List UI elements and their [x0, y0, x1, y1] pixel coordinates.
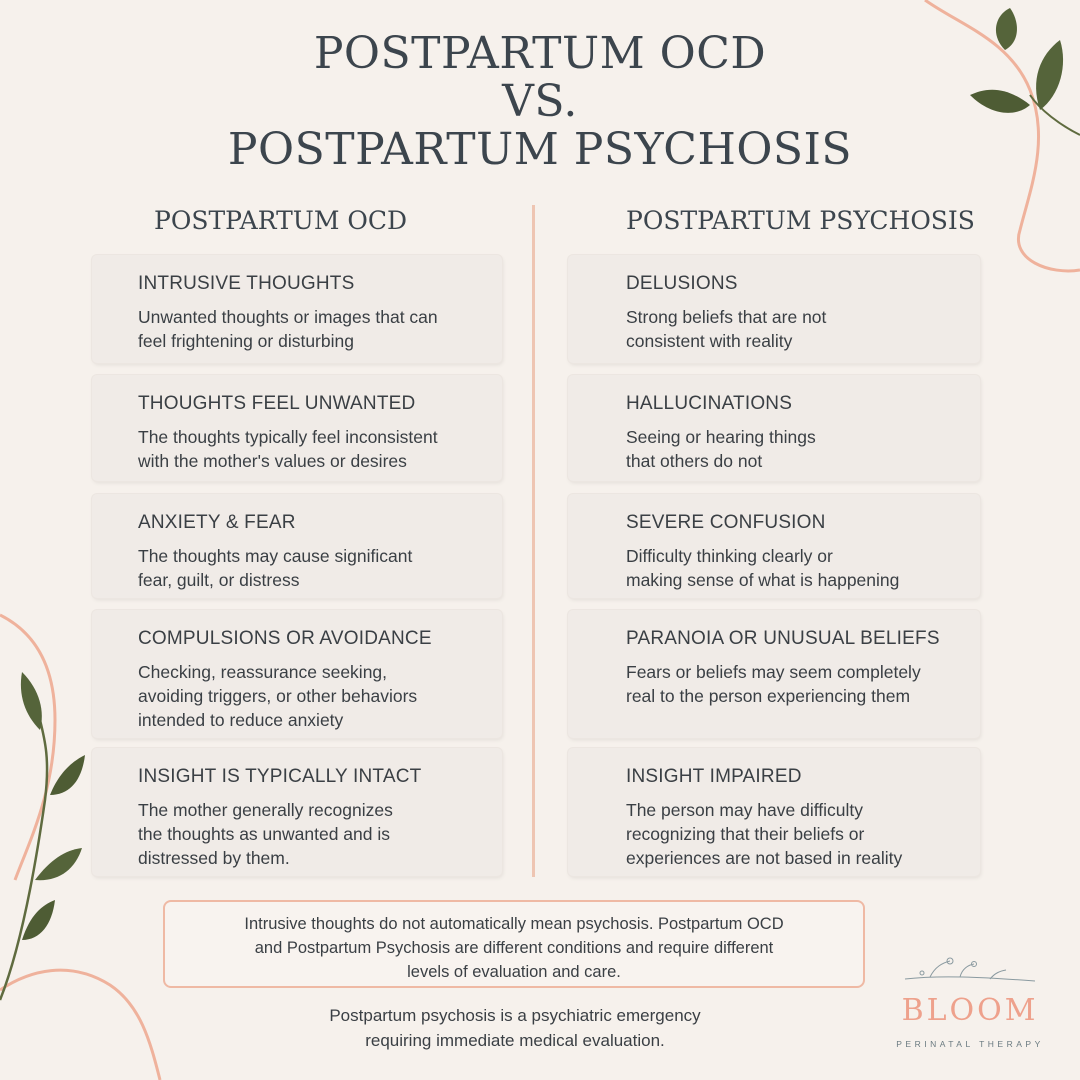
card-text: Strong beliefs that are not consistent with reality — [626, 307, 827, 351]
title-line-2: VS. — [502, 76, 578, 127]
ocd-card-compulsions — [92, 610, 502, 738]
card-text: Fears or beliefs may seem completely real to the person experiencing them — [626, 662, 921, 706]
psychosis-card-paranoia — [568, 610, 980, 738]
ocd-card-intrusive-thoughts — [92, 255, 502, 363]
page-title — [0, 30, 1080, 174]
summary-note: Intrusive thoughts do not automatically mean psychosis. Postpartum OCD and Postpartum Psychosis are different conditions and require different levels of evaluation and care. — [163, 900, 865, 988]
psychosis-card-insight-impaired — [568, 748, 980, 876]
column-divider — [532, 205, 535, 877]
card-text: Unwanted thoughts or images that can feel frightening or disturbing — [138, 307, 438, 351]
card-title: HALLUCINATIONS — [626, 393, 793, 414]
ocd-card-thoughts-feel-unwanted — [92, 375, 502, 481]
card-text: The mother generally recognizes the thoughts as unwanted and is distressed by them. — [138, 800, 393, 868]
title-line-3: POSTPARTUM PSYCHOSIS — [227, 124, 853, 175]
card-text: The thoughts typically feel inconsistent with the mother's values or desires — [138, 427, 438, 471]
card-text: The thoughts may cause significant fear, guilt, or distress — [138, 546, 413, 590]
card-text: The person may have difficulty recognizing that their beliefs or experiences are not based in reality — [626, 800, 903, 868]
card-text: Difficulty thinking clearly or making sense of what is happening — [626, 546, 900, 590]
card-title: INSIGHT IS TYPICALLY INTACT — [138, 766, 422, 787]
card-title: COMPULSIONS OR AVOIDANCE — [138, 628, 432, 649]
floral-sprig-icon — [900, 955, 1040, 989]
logo-subtitle: PERINATAL THERAPY — [896, 1039, 1044, 1049]
card-title: THOUGHTS FEEL UNWANTED — [138, 393, 416, 414]
bloom-logo — [880, 955, 1060, 1055]
card-title: DELUSIONS — [626, 273, 738, 294]
card-title: ANXIETY & FEAR — [138, 512, 296, 533]
title-line-1: POSTPARTUM OCD — [313, 28, 767, 79]
left-column-heading: POSTPARTUM OCD — [154, 206, 408, 235]
logo-brand: BLOOM — [901, 993, 1039, 1028]
psychosis-card-severe-confusion — [568, 494, 980, 598]
psychosis-card-hallucinations — [568, 375, 980, 481]
emergency-notice: Postpartum psychosis is a psychiatric emergency requiring immediate medical evaluation. — [329, 1006, 701, 1050]
card-title: PARANOIA OR UNUSUAL BELIEFS — [626, 628, 940, 649]
right-column-heading: POSTPARTUM PSYCHOSIS — [626, 206, 975, 235]
card-text: Checking, reassurance seeking, avoiding triggers, or other behaviors intended to reduce anxiety — [138, 662, 418, 730]
psychosis-card-delusions — [568, 255, 980, 363]
ocd-card-anxiety-fear — [92, 494, 502, 598]
card-title: SEVERE CONFUSION — [626, 512, 826, 533]
bottom-left-leaves — [0, 672, 85, 1000]
card-title: INTRUSIVE THOUGHTS — [138, 273, 355, 294]
ocd-card-insight-intact — [92, 748, 502, 876]
card-text: Seeing or hearing things that others do not — [626, 427, 816, 471]
card-title: INSIGHT IMPAIRED — [626, 766, 802, 787]
